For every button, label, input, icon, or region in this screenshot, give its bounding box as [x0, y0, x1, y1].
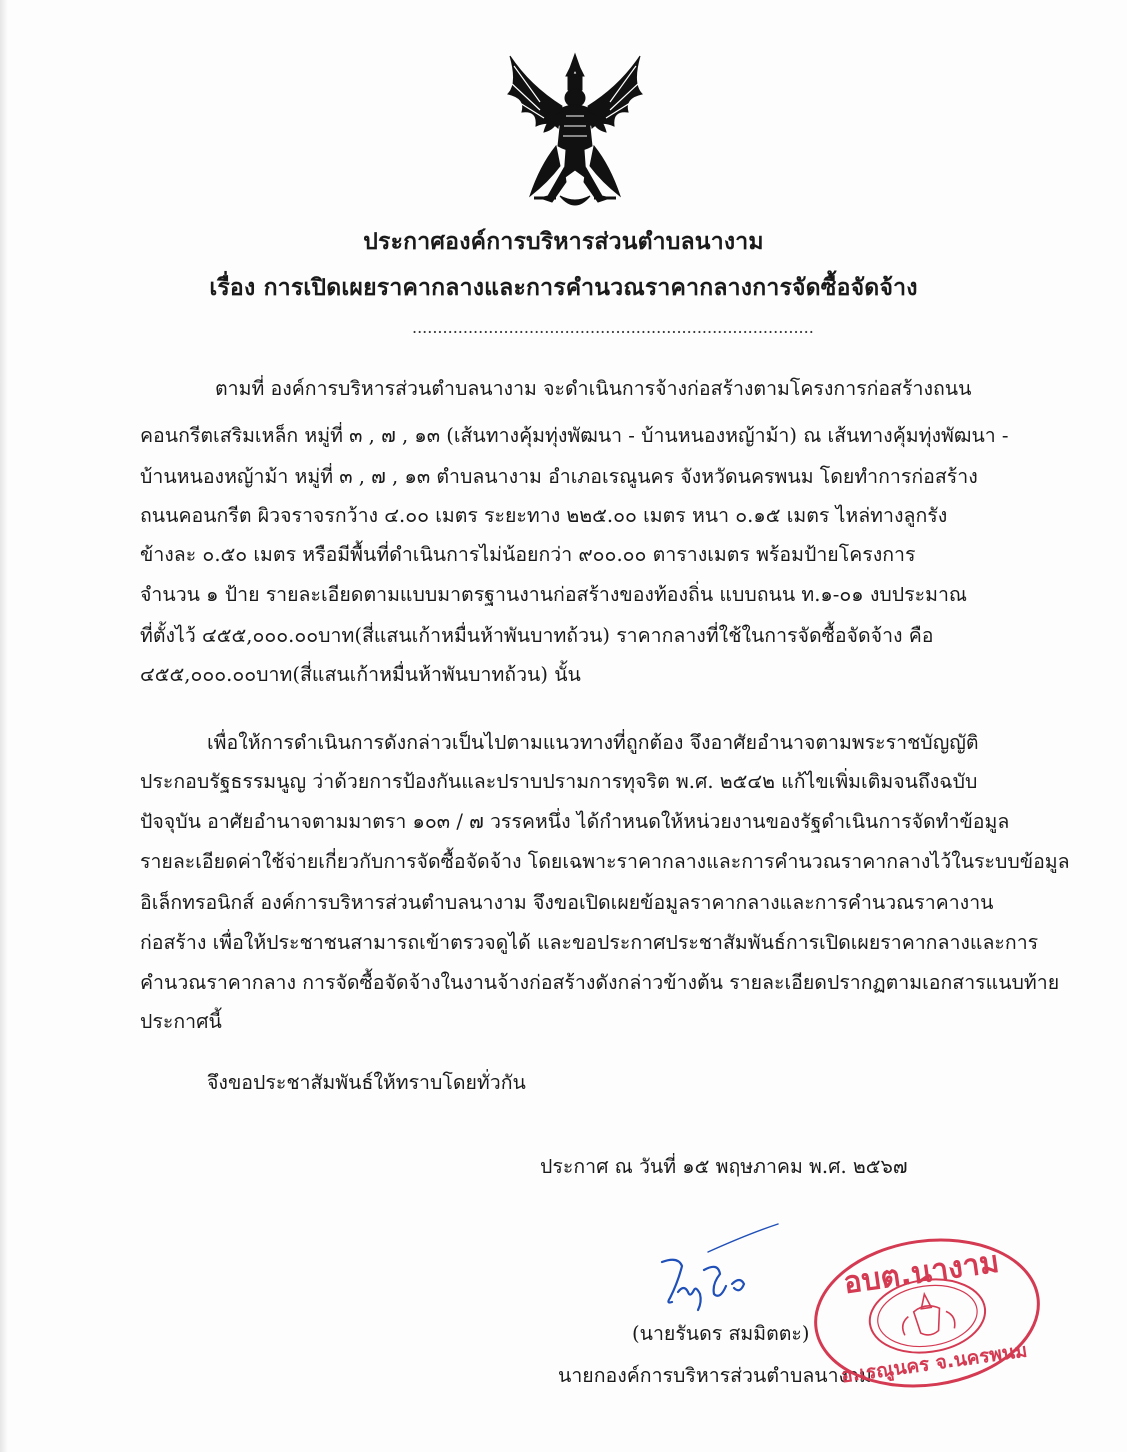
- paragraph2-line: ปัจจุบัน อาศัยอำนาจตามมาตรา ๑๐๓ / ๗ วรรคหนึ่ง ได้กำหนดให้หน่วยงานของรัฐดำเนินการจัดทำข้อมูล: [140, 810, 1010, 833]
- signer-title: นายกองค์การบริหารส่วนตำบลนางาม: [558, 1364, 872, 1387]
- paragraph2-line: ก่อสร้าง เพื่อให้ประชาชนสามารถเข้าตรวจดูได้ และขอประกาศประชาสัมพันธ์การเปิดเผยราคากลางและการ: [140, 931, 1039, 954]
- paragraph1-line: บ้านหนองหญ้าม้า หมู่ที่ ๓ , ๗ , ๑๓ ตำบลนางาม อำเภอเรณูนคร จังหวัดนครพนม โดยทำการก่อสร้าง: [140, 465, 978, 488]
- page-edge-shadow: [0, 0, 8, 1452]
- closing-line: จึงขอประชาสัมพันธ์ให้ทราบโดยทั่วกัน: [207, 1071, 526, 1094]
- paragraph2-line: ประกาศนี้: [140, 1010, 222, 1033]
- paragraph2-line: รายละเอียดค่าใช้จ่ายเกี่ยวกับการจัดซื้อจัดจ้าง โดยเฉพาะราคากลางและการคำนวณราคากลางไว้ในระบบข้อมูล: [140, 850, 1070, 873]
- date-line: ประกาศ ณ วันที่ ๑๕ พฤษภาคม พ.ศ. ๒๕๖๗: [540, 1155, 908, 1178]
- signer-name: (นายรันดร สมมิตตะ): [632, 1322, 810, 1345]
- paragraph1-line: คอนกรีตเสริมเหล็ก หมู่ที่ ๓ , ๗ , ๑๓ (เส้นทางคุ้มทุ่งพัฒนา - บ้านหนองหญ้าม้า) ณ เส้นทางคุ้มทุ่งพัฒนา -: [140, 424, 1009, 447]
- announcement-title: ประกาศองค์การบริหารส่วนตำบลนางาม: [363, 228, 764, 255]
- paragraph2-line: คำนวณราคากลาง การจัดซื้อจัดจ้างในงานจ้างก่อสร้างดังกล่าวข้างต้น รายละเอียดปรากฏตามเอกสารแนบท้าย: [140, 971, 1060, 994]
- announcement-subject: เรื่อง การเปิดเผยราคากลางและการคำนวณราคากลางการจัดซื้อจัดจ้าง: [209, 274, 918, 301]
- paragraph1-line: ๔๕๕,๐๐๐.๐๐บาท(สี่แสนเก้าหมื่นห้าพันบาทถ้วน) นั้น: [140, 663, 581, 686]
- signature-mark: [648, 1222, 783, 1322]
- paragraph2-line: อิเล็กทรอนิกส์ องค์การบริหารส่วนตำบลนางาม จึงขอเปิดเผยข้อมูลราคากลางและการคำนวณราคางาน: [140, 891, 994, 914]
- paragraph1-line: จำนวน ๑ ป้าย รายละเอียดตามแบบมาตรฐานงานก่อสร้างของท้องถิ่น แบบถนน ท.๑-๐๑ งบประมาณ: [140, 583, 967, 606]
- paragraph1-line: ข้างละ ๐.๕๐ เมตร หรือมีพื้นที่ดำเนินการไม่น้อยกว่า ๙๐๐.๐๐ ตารางเมตร พร้อมป้ายโครงการ: [140, 543, 916, 566]
- paragraph2-line: ประกอบรัฐธรรมนูญ ว่าด้วยการป้องกันและปราบปรามการทุจริต พ.ศ. ๒๕๔๒ แก้ไขเพิ่มเติมจนถึงฉบับ: [140, 770, 978, 793]
- paragraph2-line: เพื่อให้การดำเนินการดังกล่าวเป็นไปตามแนวทางที่ถูกต้อง จึงอาศัยอำนาจตามพระราชบัญญัติ: [207, 731, 979, 754]
- title-separator: ...............................................................................: [412, 318, 814, 337]
- paragraph1-line: ตามที่ องค์การบริหารส่วนตำบลนางาม จะดำเนินการจ้างก่อสร้างตามโครงการก่อสร้างถนน: [215, 377, 972, 400]
- stamp-top-text: อบต.นางาม: [841, 1244, 1002, 1302]
- paragraph1-line: ถนนคอนกรีต ผิวจราจรกว้าง ๔.๐๐ เมตร ระยะทาง ๒๒๕.๐๐ เมตร หนา ๐.๑๕ เมตร ไหล่ทางลูกรัง: [140, 504, 948, 527]
- stamp-bottom-text: อ.เรณูนคร จ.นครพนม: [839, 1339, 1029, 1388]
- paragraph1-line: ที่ตั้งไว้ ๔๕๕,๐๐๐.๐๐บาท(สี่แสนเก้าหมื่นห้าพันบาทถ้วน) ราคากลางที่ใช้ในการจัดซื้อจัดจ้าง คือ: [140, 624, 934, 647]
- official-stamp-seal: [802, 1228, 1052, 1398]
- garuda-emblem-icon: [500, 46, 650, 216]
